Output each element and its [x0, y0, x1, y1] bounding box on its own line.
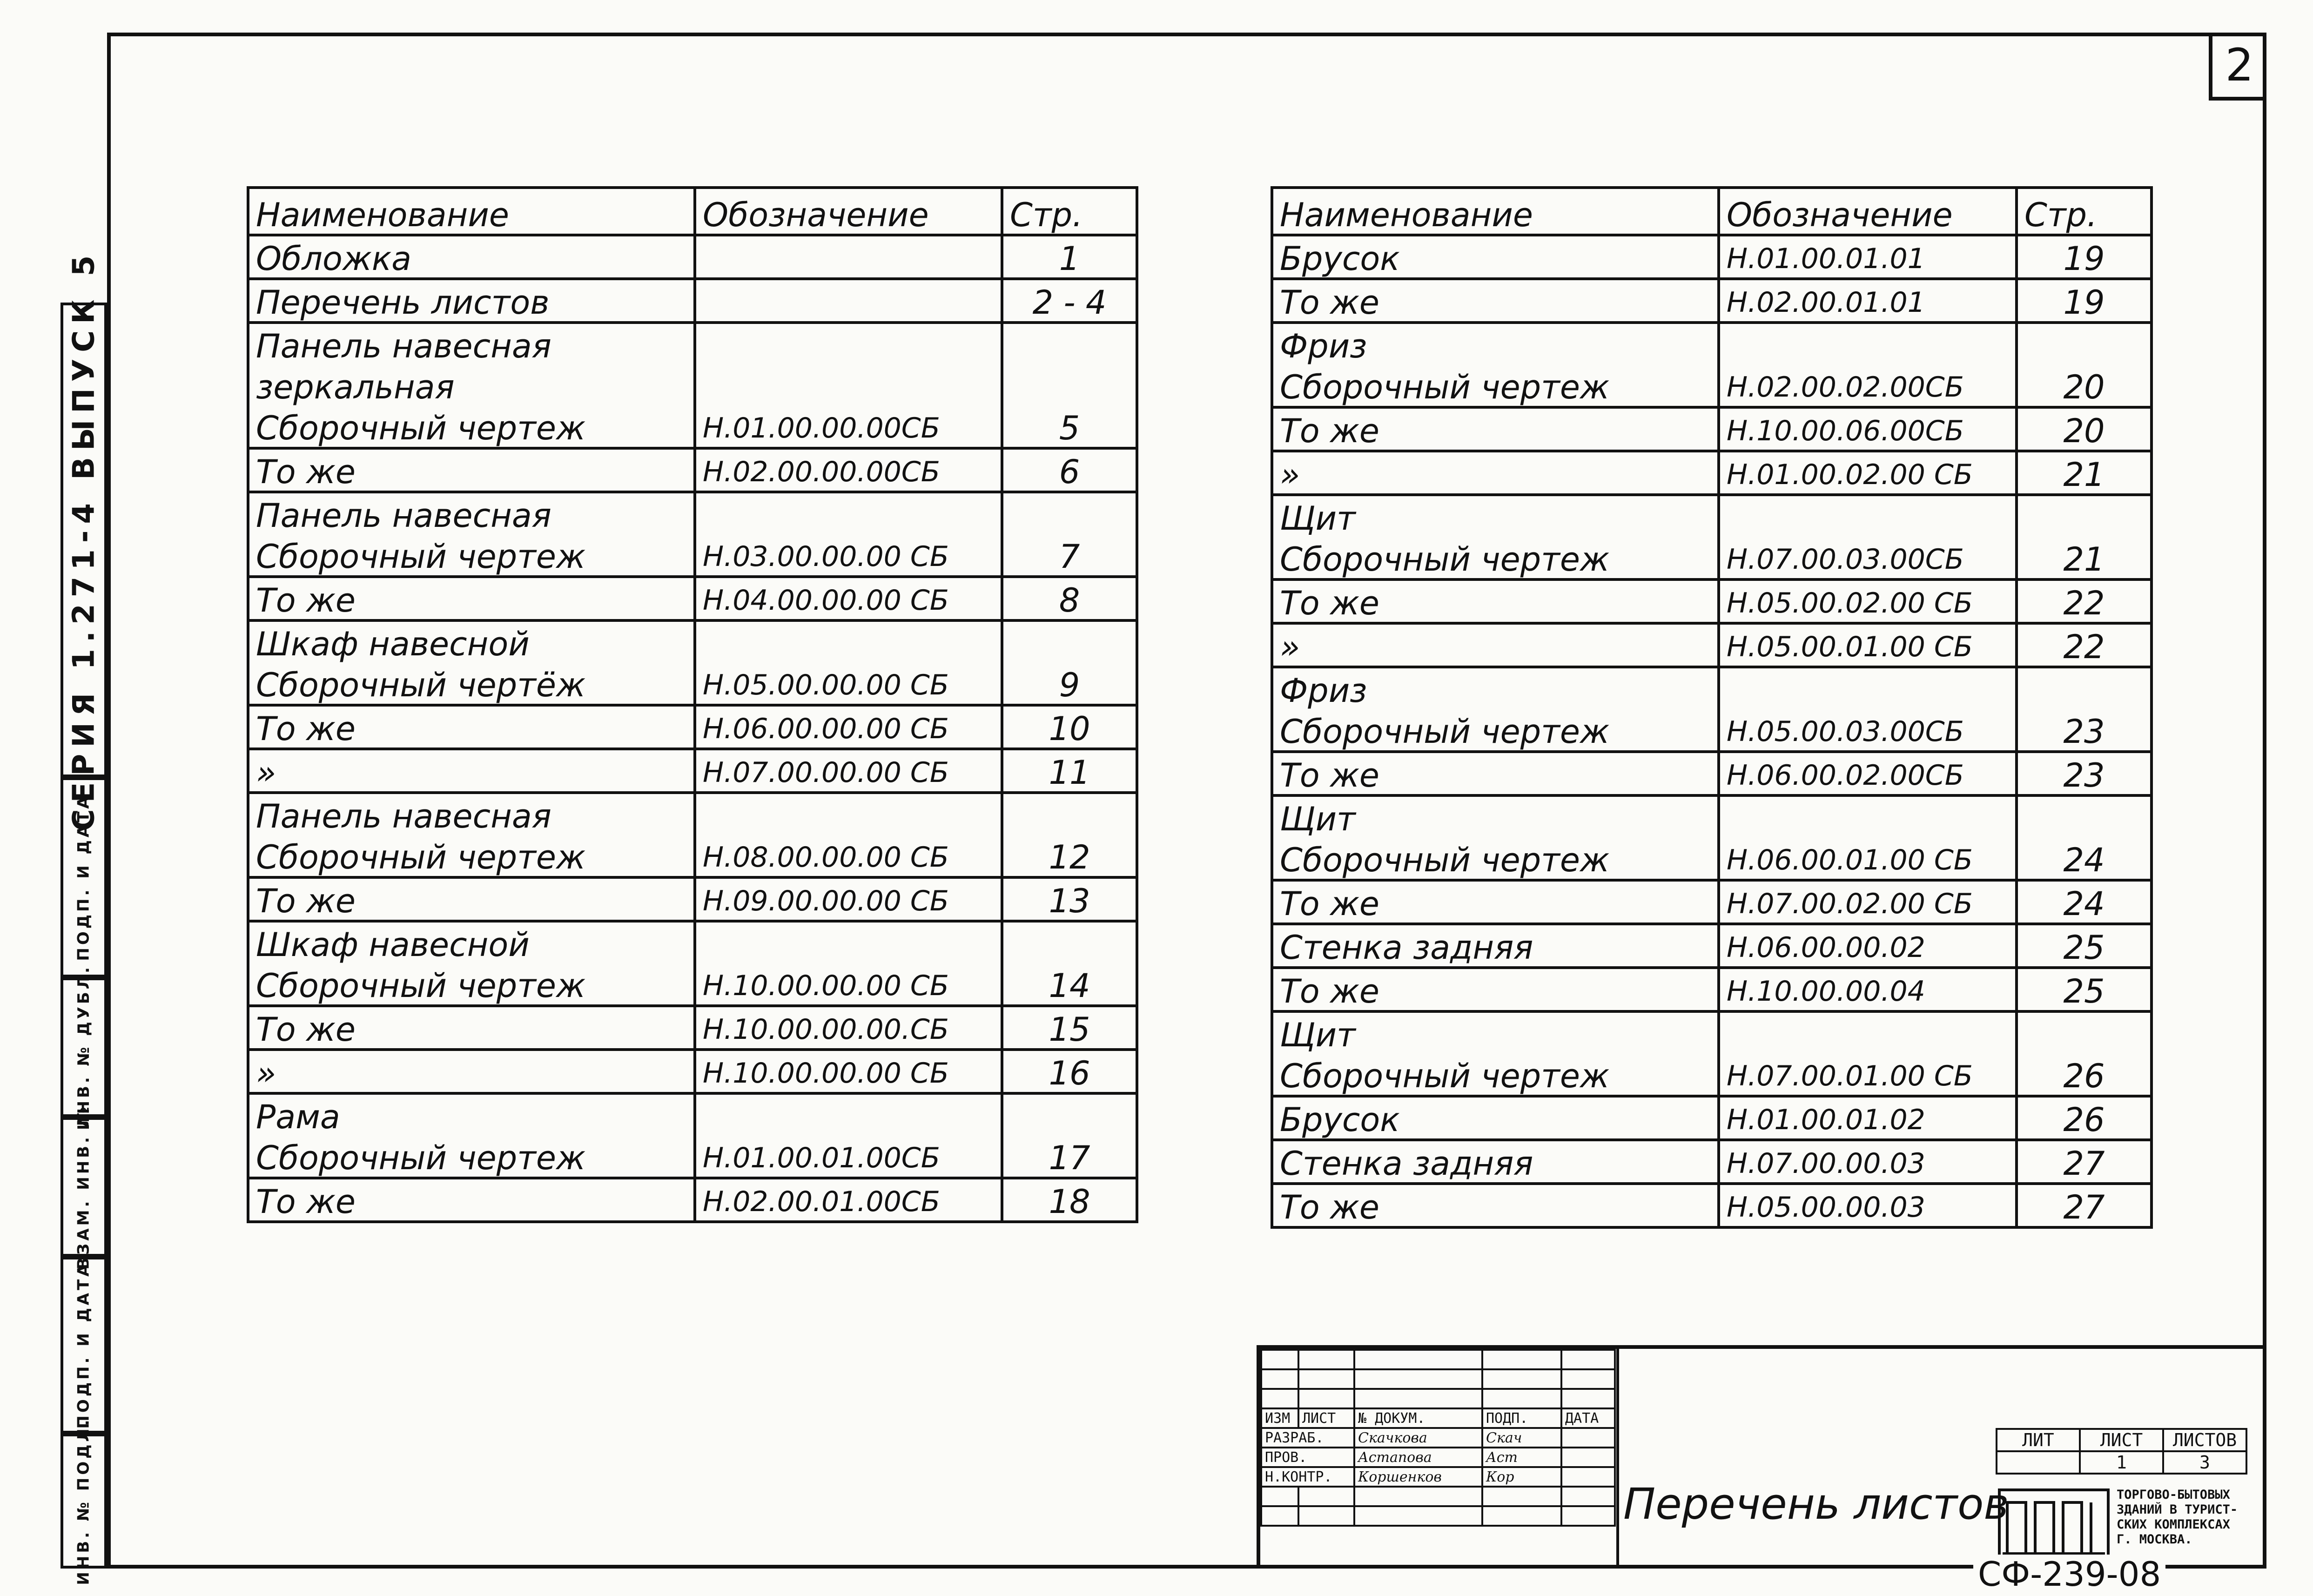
cell-name: Сборочный чертеж — [248, 1136, 695, 1178]
table-row — [1272, 1054, 2152, 1096]
cell-name: То же — [248, 1006, 695, 1050]
cell-code: Н.01.00.01.00СБ — [695, 1136, 1002, 1178]
cell-page: 10 — [1002, 705, 1137, 749]
cell-page: 21 — [2017, 451, 2152, 495]
cell-code: Н.07.00.00.00 СБ — [695, 749, 1002, 793]
cell-name: То же — [1272, 1184, 1719, 1227]
cell-page: 8 — [1002, 577, 1137, 620]
cell-name: Сборочный чертеж — [1272, 537, 1719, 579]
table-row — [1272, 1184, 2152, 1227]
sheets-label: ЛИСТОВ — [2163, 1429, 2246, 1451]
cell-page: 2 - 4 — [1002, 279, 1137, 323]
cell-page — [1002, 492, 1137, 534]
table-row — [248, 279, 1137, 323]
table-row — [248, 235, 1137, 279]
table-row — [1272, 495, 2152, 537]
table-row — [1272, 795, 2152, 838]
cell-code: Н.02.00.02.00СБ — [1719, 365, 2017, 407]
cell-code — [695, 365, 1002, 406]
cell-name: » — [1272, 451, 1719, 495]
cell-page: 7 — [1002, 534, 1137, 577]
cell-page: 9 — [1002, 663, 1137, 705]
cell-page: 19 — [2017, 235, 2152, 279]
cell-page: 24 — [2017, 838, 2152, 880]
cell-code: Н.01.00.00.00СБ — [695, 406, 1002, 448]
table-row — [1272, 537, 2152, 579]
cell-page: 13 — [1002, 877, 1137, 921]
cell-code: Н.06.00.01.00 СБ — [1719, 838, 2017, 880]
table-row — [248, 921, 1137, 963]
cell-name: Сборочный чертеж — [1272, 709, 1719, 752]
cell-code: Н.01.00.01.01 — [1719, 235, 2017, 279]
drawing-code: СФ-239-08 — [1973, 1555, 2165, 1594]
cell-code: Н.05.00.01.00 СБ — [1719, 623, 2017, 667]
document-title: Перечень листов — [1623, 1479, 2009, 1529]
table-row — [1272, 235, 2152, 279]
table-row — [248, 620, 1137, 663]
cell-code — [695, 1093, 1002, 1136]
sheet-number-box: 2 — [2209, 34, 2266, 101]
cell-code: Н.06.00.00.00 СБ — [695, 705, 1002, 749]
table-row — [1272, 1011, 2152, 1054]
table-row — [1272, 924, 2152, 968]
sheet-list-table-right — [1271, 186, 2153, 1229]
header-name: Наименование — [248, 188, 695, 235]
cell-page — [2017, 795, 2152, 838]
cell-page — [1002, 323, 1137, 365]
table-row — [248, 877, 1137, 921]
cell-name: » — [1272, 623, 1719, 667]
title-block — [1257, 1345, 2266, 1569]
cell-name: Шкаф навесной — [248, 620, 695, 663]
cell-page: 20 — [2017, 407, 2152, 451]
cell-page: 11 — [1002, 749, 1137, 793]
cell-name: Сборочный чертеж — [248, 534, 695, 577]
table-row — [248, 1006, 1137, 1050]
cell-name: Стенка задняя — [1272, 924, 1719, 968]
cell-page: 25 — [2017, 924, 2152, 968]
cell-name: Сборочный чертёж — [248, 663, 695, 705]
cell-name: Щит — [1272, 795, 1719, 838]
table-row — [248, 835, 1137, 877]
table-row — [1272, 365, 2152, 407]
cell-page: 19 — [2017, 279, 2152, 323]
cell-code — [1719, 323, 2017, 365]
cell-code: Н.07.00.02.00 СБ — [1719, 880, 2017, 924]
cell-name: Сборочный чертеж — [248, 963, 695, 1006]
table-row — [1272, 323, 2152, 365]
cell-code — [695, 492, 1002, 534]
cell-code: Н.03.00.00.00 СБ — [695, 534, 1002, 577]
cell-name: » — [248, 1050, 695, 1093]
table-row — [248, 1136, 1137, 1178]
table-row — [1272, 752, 2152, 795]
cell-page — [1002, 793, 1137, 835]
series-label-strip — [61, 249, 107, 831]
cell-code: Н.07.00.03.00СБ — [1719, 537, 2017, 579]
table-row — [1272, 709, 2152, 752]
sheets-value: 3 — [2163, 1451, 2246, 1474]
cell-code: Н.01.00.01.02 — [1719, 1096, 2017, 1140]
cell-code — [695, 921, 1002, 963]
cell-code — [1719, 495, 2017, 537]
stamp-cell-sign-date-2: ПОДП. И ДАТА — [61, 777, 107, 977]
cell-name: Панель навесная — [248, 323, 695, 365]
cell-name: Шкаф навесной — [248, 921, 695, 963]
cell-name: То же — [1272, 752, 1719, 795]
cell-name: » — [248, 749, 695, 793]
cell-page — [2017, 323, 2152, 365]
cell-name: Сборочный чертеж — [248, 406, 695, 448]
cell-page: 24 — [2017, 880, 2152, 924]
cell-code: Н.07.00.01.00 СБ — [1719, 1054, 2017, 1096]
table-row — [1272, 451, 2152, 495]
table-row — [248, 534, 1137, 577]
cell-name: Панель навесная — [248, 793, 695, 835]
table-row — [248, 492, 1137, 534]
cell-page: 27 — [2017, 1140, 2152, 1184]
table-row — [248, 705, 1137, 749]
cell-name: То же — [248, 705, 695, 749]
cell-name: Сборочный чертеж — [1272, 365, 1719, 407]
cell-code: Н.07.00.00.03 — [1719, 1140, 2017, 1184]
sheet-list-table-left — [247, 186, 1138, 1223]
series-label: СЕРИЯ 1.271-4 ВЫПУСК 5 — [67, 249, 101, 831]
table-header-row — [248, 188, 1137, 235]
cell-name: Обложка — [248, 235, 695, 279]
cell-page: 26 — [2017, 1054, 2152, 1096]
cell-code — [695, 793, 1002, 835]
cell-page: 26 — [2017, 1096, 2152, 1140]
cell-code — [1719, 667, 2017, 709]
cell-page: 16 — [1002, 1050, 1137, 1093]
cell-name: То же — [248, 448, 695, 492]
cell-name: То же — [1272, 279, 1719, 323]
cell-page: 23 — [2017, 709, 2152, 752]
table-row — [1272, 838, 2152, 880]
header-name: Наименование — [1272, 188, 1719, 235]
title-block-divider — [1616, 1349, 1619, 1569]
sheet-label: ЛИСТ — [2080, 1429, 2163, 1451]
cell-page — [1002, 620, 1137, 663]
table-row — [1272, 968, 2152, 1011]
cell-code: Н.05.00.02.00 СБ — [1719, 579, 2017, 623]
cell-code: Н.06.00.00.02 — [1719, 924, 2017, 968]
stamp-cell-inv-podl: ИНВ. № ПОДЛ. — [61, 1434, 107, 1569]
cell-page: 14 — [1002, 963, 1137, 1006]
signature-row-nkontr: Н.КОНТР. Коршенков Кор — [1261, 1467, 1615, 1487]
signature-head-row: ИЗМ ЛИСТ № ДОКУМ. ПОДП. ДАТА — [1261, 1408, 1615, 1428]
cell-code: Н.02.00.00.00СБ — [695, 448, 1002, 492]
cell-page: 1 — [1002, 235, 1137, 279]
signature-row-prov: ПРОВ. Астапова Аст — [1261, 1448, 1615, 1467]
table-row — [1272, 579, 2152, 623]
table-row — [248, 793, 1137, 835]
cell-code — [695, 235, 1002, 279]
table-row — [248, 323, 1137, 365]
cell-name: Щит — [1272, 1011, 1719, 1054]
cell-page — [1002, 1093, 1137, 1136]
signature-table — [1260, 1349, 1616, 1527]
stamp-cell-vzam-inv: ВЗАМ. ИНВ. № — [61, 1117, 107, 1257]
cell-name: Фриз — [1272, 667, 1719, 709]
organization-name: ТОРГОВО-БЫТОВЫХ ЗДАНИЙ В ТУРИСТ- СКИХ КОМПЛЕКСАХ Г. МОСКВА. — [2117, 1488, 2238, 1547]
cell-name: Брусок — [1272, 235, 1719, 279]
cell-name: То же — [1272, 579, 1719, 623]
signature-row-razrab: РАЗРАБ. Скачкова Скач — [1261, 1428, 1615, 1448]
cell-name: То же — [248, 577, 695, 620]
table-row — [248, 406, 1137, 448]
table-row — [248, 365, 1137, 406]
table-row — [1272, 623, 2152, 667]
cell-code: Н.04.00.00.00 СБ — [695, 577, 1002, 620]
cell-page: 25 — [2017, 968, 2152, 1011]
cell-page — [1002, 921, 1137, 963]
stamp-cell-inv-dubl: ИНВ. № ДУБЛ. — [61, 977, 107, 1117]
header-code: Обозначение — [695, 188, 1002, 235]
lit-label: ЛИТ — [1997, 1429, 2080, 1451]
cell-code: Н.09.00.00.00 СБ — [695, 877, 1002, 921]
table-row — [1272, 667, 2152, 709]
organization-logo — [1998, 1488, 2110, 1558]
cell-page: 15 — [1002, 1006, 1137, 1050]
table-row — [248, 1178, 1137, 1222]
table-row — [1272, 1140, 2152, 1184]
table-row — [248, 448, 1137, 492]
cell-code: Н.08.00.00.00 СБ — [695, 835, 1002, 877]
header-page: Стр. — [1002, 188, 1137, 235]
cell-code: Н.05.00.03.00СБ — [1719, 709, 2017, 752]
cell-code — [695, 279, 1002, 323]
cell-page — [1002, 365, 1137, 406]
table-header-row — [1272, 188, 2152, 235]
cell-page: 22 — [2017, 623, 2152, 667]
cell-name: То же — [248, 1178, 695, 1222]
cell-name: То же — [1272, 880, 1719, 924]
cell-page: 17 — [1002, 1136, 1137, 1178]
header-page: Стр. — [2017, 188, 2152, 235]
cell-name: Фриз — [1272, 323, 1719, 365]
cell-name: Сборочный чертеж — [1272, 838, 1719, 880]
cell-page: 12 — [1002, 835, 1137, 877]
table-row — [1272, 1096, 2152, 1140]
cell-name: То же — [1272, 968, 1719, 1011]
cell-code: Н.10.00.00.00.СБ — [695, 1006, 1002, 1050]
cell-page: 5 — [1002, 406, 1137, 448]
cell-code: Н.02.00.01.01 — [1719, 279, 2017, 323]
cell-code: Н.10.00.00.00 СБ — [695, 1050, 1002, 1093]
table-row — [1272, 279, 2152, 323]
cell-page: 20 — [2017, 365, 2152, 407]
cell-page: 6 — [1002, 448, 1137, 492]
cell-code: Н.10.00.00.04 — [1719, 968, 2017, 1011]
sheet-value: 1 — [2080, 1451, 2163, 1474]
cell-page: 21 — [2017, 537, 2152, 579]
cell-page — [2017, 495, 2152, 537]
table-row — [1272, 880, 2152, 924]
cell-code — [1719, 1011, 2017, 1054]
cell-name: Рама — [248, 1093, 695, 1136]
sheet-count-table — [1996, 1428, 2247, 1475]
cell-code: Н.10.00.06.00СБ — [1719, 407, 2017, 451]
table-row — [248, 1050, 1137, 1093]
cell-name: То же — [248, 877, 695, 921]
cell-code: Н.01.00.02.00 СБ — [1719, 451, 2017, 495]
cell-code: Н.10.00.00.00 СБ — [695, 963, 1002, 1006]
cell-page: 18 — [1002, 1178, 1137, 1222]
header-code: Обозначение — [1719, 188, 2017, 235]
cell-name: Панель навесная — [248, 492, 695, 534]
cell-name: зеркальная — [248, 365, 695, 406]
table-row — [1272, 407, 2152, 451]
cell-name: Перечень листов — [248, 279, 695, 323]
cell-page: 22 — [2017, 579, 2152, 623]
cell-code: Н.06.00.02.00СБ — [1719, 752, 2017, 795]
cell-name: Щит — [1272, 495, 1719, 537]
cell-code — [695, 620, 1002, 663]
cell-code — [695, 323, 1002, 365]
cell-name: Брусок — [1272, 1096, 1719, 1140]
cell-page: 23 — [2017, 752, 2152, 795]
table-row — [248, 963, 1137, 1006]
cell-code — [1719, 795, 2017, 838]
cell-name: Сборочный чертеж — [1272, 1054, 1719, 1096]
table-row — [248, 663, 1137, 705]
cell-code: Н.05.00.00.03 — [1719, 1184, 2017, 1227]
stamp-cell-sign-date: ПОДП. И ДАТА — [61, 1257, 107, 1434]
cell-name: Стенка задняя — [1272, 1140, 1719, 1184]
cell-code: Н.02.00.01.00СБ — [695, 1178, 1002, 1222]
table-row — [248, 577, 1137, 620]
cell-page: 27 — [2017, 1184, 2152, 1227]
cell-page — [2017, 1011, 2152, 1054]
cell-page — [2017, 667, 2152, 709]
cell-code: Н.05.00.00.00 СБ — [695, 663, 1002, 705]
table-row — [248, 749, 1137, 793]
table-row — [248, 1093, 1137, 1136]
cell-name: То же — [1272, 407, 1719, 451]
cell-name: Сборочный чертеж — [248, 835, 695, 877]
